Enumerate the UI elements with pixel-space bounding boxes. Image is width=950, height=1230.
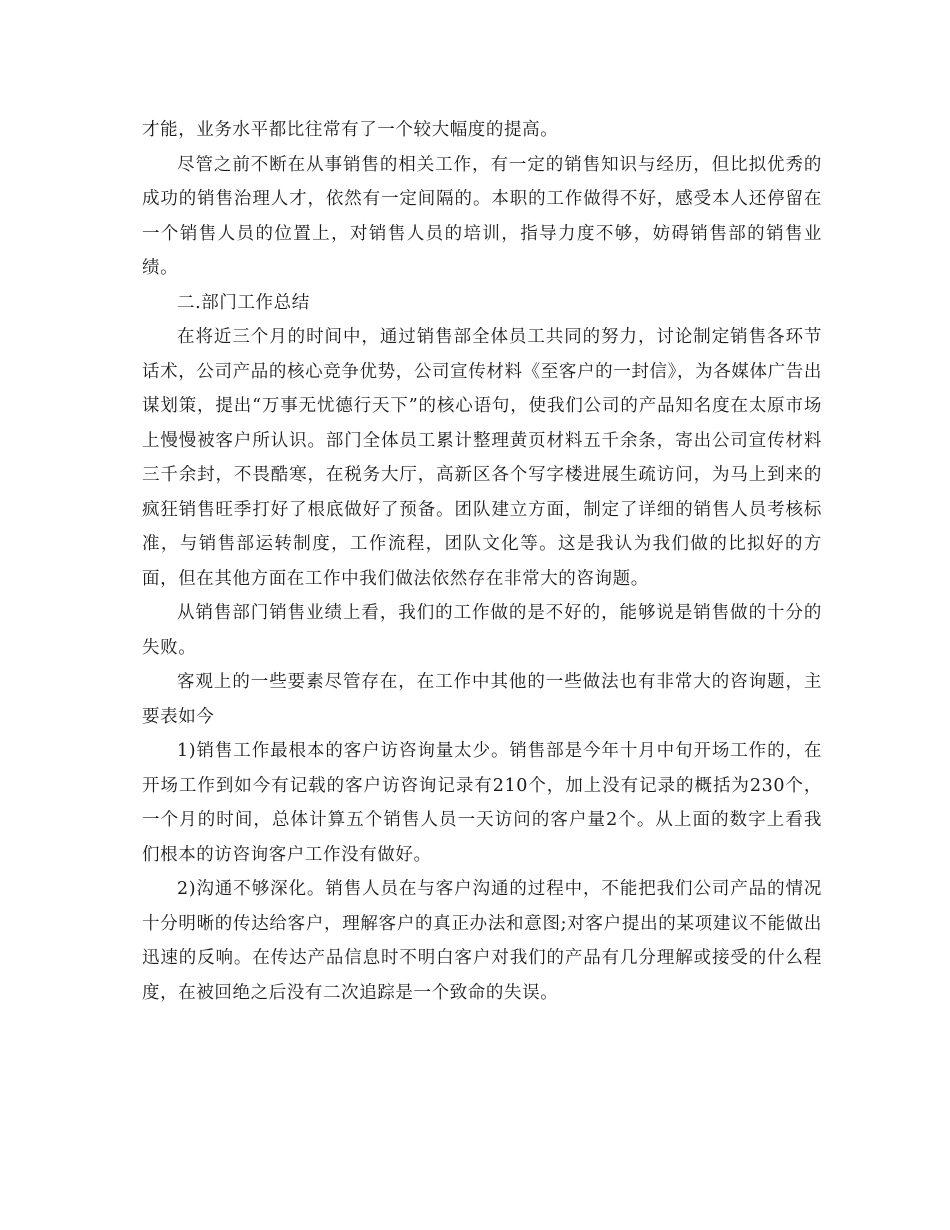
document-body	[142, 113, 822, 1010]
paragraph-problems-intro: 客观上的一些要素尽管存在，在工作中其他的一些做法也有非常大的咨询题，主要表如今	[142, 672, 822, 727]
paragraph-problem-2: 2)沟通不够深化。销售人员在与客户沟通的过程中，不能把我们公司产品的情况十分明晰的传达给客户，理解客户的真正办法和意图;对客户提出的某项建议不能做出迅速的反响。在传达产品信息时不明白客户对我们的产品有几分理解或接受的什么程度，在被回绝之后没有二次追踪是一个致命的失误。	[142, 879, 822, 1003]
paragraph-achievements: 在将近三个月的时间中，通过销售部全体员工共同的努力，讨论制定销售各环节话术，公司产品的核心竞争优势，公司宣传材料《至客户的一封信》，为各媒体广告出谋划策，提出“万事无忧德行天下”的核心语句，使我们公司的产品知名度在太原市场上慢慢被客户所认识。部门全体员工累计整理黄页材料五千余条，寄出公司宣传材料三千余封，不畏酷寒，在税务大厅，高新区各个写字楼进展生疏访问，为马上到来的疯狂销售旺季打好了根底做好了预备。团队建立方面，制定了详细的销售人员考核标准，与销售部运转制度，工作流程，团队文化等。这是我认为我们做的比拟好的方面，但在其他方面在工作中我们做法依然存在非常大的咨询题。	[142, 327, 822, 589]
paragraph-problem-1: 1)销售工作最根本的客户访咨询量太少。销售部是今年十月中旬开场工作的，在开场工作到如今有记载的客户访咨询记录有210个，加上没有记录的概括为230个，一个月的时间，总体计算五个销售人员一天访问的客户量2个。从上面的数字上看我们根本的访咨询客户工作没有做好。	[142, 741, 822, 865]
paragraph-sales-performance: 从销售部门销售业绩上看，我们的工作做的是不好的，能够说是销售做的十分的失败。	[142, 603, 822, 658]
paragraph-self-assessment: 尽管之前不断在从事销售的相关工作，有一定的销售知识与经历，但比拟优秀的成功的销售治理人才，依然有一定间隔的。本职的工作做得不好，感受本人还停留在一个销售人员的位置上，对销售人员的培训，指导力度不够，妨碍销售部的销售业绩。	[142, 154, 822, 278]
section-heading-department-summary: 二.部门工作总结	[177, 292, 310, 313]
paragraph-continuation: 才能，业务水平都比往常有了一个较大幅度的提高。	[142, 120, 559, 140]
